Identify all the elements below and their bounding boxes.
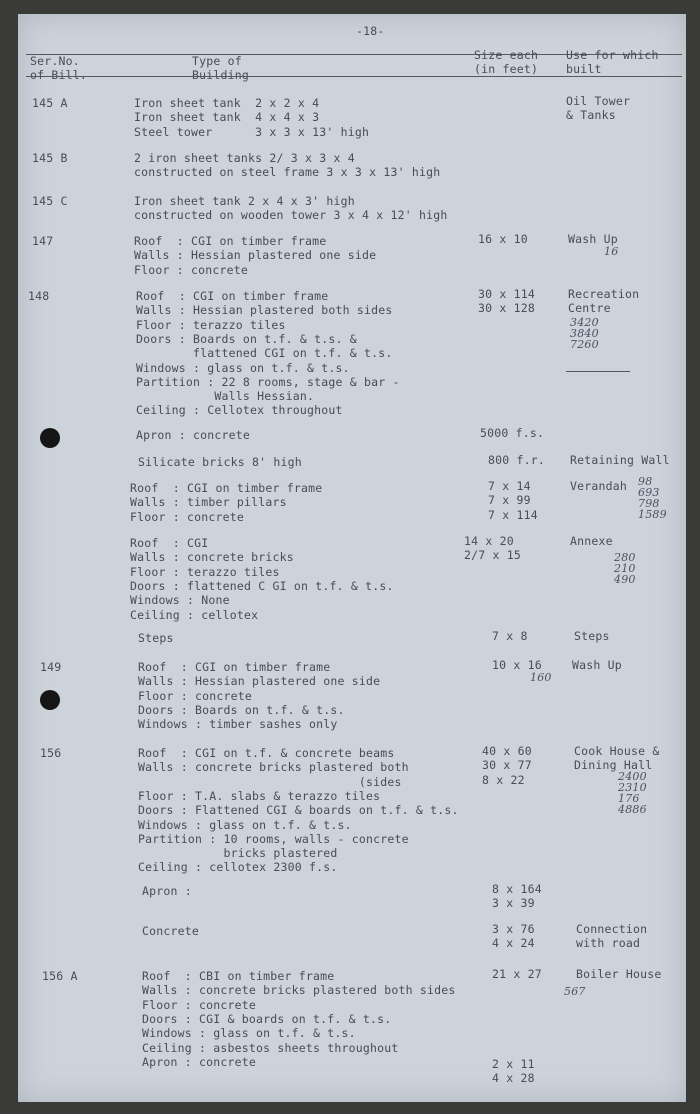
entry-ser-no: 149 bbox=[40, 660, 62, 674]
entry-description-line: Iron sheet tank 2 x 4 x 3' high bbox=[134, 194, 355, 208]
header-type: Type of Building bbox=[192, 54, 249, 82]
entry-description-line: Apron : concrete bbox=[142, 1054, 256, 1069]
entry-size: 800 f.r. bbox=[488, 453, 545, 467]
entry-description-line: Iron sheet tank 2 x 2 x 4 bbox=[134, 96, 320, 110]
entry-size: 30 x 114 30 x 128 bbox=[478, 287, 535, 316]
entry-description-line: bricks plastered bbox=[138, 846, 338, 861]
entry-use: Verandah bbox=[570, 479, 627, 493]
entry-use: Recreation Centre bbox=[568, 287, 640, 316]
entry-description-line: Walls : Hessian plastered both sides bbox=[136, 303, 393, 318]
sum-rule-recreation bbox=[566, 371, 630, 372]
entry-description-line: Floor : terazzo tiles bbox=[136, 317, 286, 332]
entry-description-line: Windows : glass on t.f. & t.s. bbox=[142, 1026, 356, 1041]
handwritten-note: 3420 3840 7260 bbox=[570, 316, 599, 351]
entry-description-line: Windows : None bbox=[130, 593, 230, 608]
entry-description-line: Floor : concrete bbox=[134, 262, 248, 277]
entry-description-line: Doors : Boards on t.f. & t.s. & bbox=[136, 331, 357, 346]
entry-description-line: Steps bbox=[138, 631, 174, 645]
entry-ser-no: 145 B bbox=[32, 151, 68, 165]
entry-size: 21 x 27 bbox=[492, 967, 542, 981]
entry-description-line: Doors : Boards on t.f. & t.s. bbox=[138, 702, 345, 717]
entry-description-line: Partition : 10 rooms, walls - concrete bbox=[138, 831, 409, 846]
entry-description-line: Doors : CGI & boards on t.f. & t.s. bbox=[142, 1011, 392, 1026]
entry-size: 10 x 16 bbox=[492, 658, 542, 672]
entry-description-line: Concrete bbox=[142, 924, 199, 938]
entry-use: Annexe bbox=[570, 534, 613, 548]
entry-description-line: Floor : concrete bbox=[130, 509, 244, 524]
entry-ser-no: 156 A bbox=[42, 969, 78, 983]
entry-size: 5000 f.s. bbox=[480, 426, 545, 440]
entry-description-line: Floor : concrete bbox=[138, 688, 252, 703]
entry-use: Oil Tower & Tanks bbox=[566, 94, 631, 123]
entry-size: 8 x 164 3 x 39 bbox=[492, 882, 542, 911]
handwritten-note: 160 bbox=[530, 671, 552, 684]
entry-description-line: Walls : Hessian plastered one side bbox=[138, 674, 381, 689]
entry-ser-no: 147 bbox=[32, 234, 54, 248]
entry-description-line: Ceiling : cellotex 2300 f.s. bbox=[138, 860, 338, 875]
entry-size: 3 x 76 4 x 24 bbox=[492, 922, 535, 951]
entry-description-line: Walls Hessian. bbox=[136, 389, 315, 404]
entry-description-line: Walls : concrete bricks plastered both bbox=[138, 760, 409, 775]
header-use: Use for which built bbox=[566, 48, 659, 76]
entry-description-line: Silicate bricks 8' high bbox=[138, 455, 302, 469]
entry-size: 40 x 60 30 x 77 8 x 22 bbox=[482, 744, 532, 787]
entry-description-line: Roof : CGI on timber frame bbox=[130, 481, 323, 495]
entry-description-line: Windows : timber sashes only bbox=[138, 717, 338, 732]
handwritten-note: 98 693 798 1589 bbox=[638, 475, 667, 521]
document-page bbox=[18, 14, 686, 1102]
entry-description-line: Roof : CGI on timber frame bbox=[138, 660, 331, 674]
entry-ser-no: 145 C bbox=[32, 194, 68, 208]
entry-description-line: Floor : concrete bbox=[142, 997, 256, 1012]
header-size: Size each (in feet) bbox=[474, 48, 539, 76]
entry-description-line: constructed on wooden tower 3 x 4 x 12' high bbox=[134, 208, 448, 223]
punch-hole bbox=[40, 690, 60, 710]
entry-description-line: Windows : glass on t.f. & t.s. bbox=[136, 360, 350, 375]
entry-description-line: Ceiling : asbestos sheets throughout bbox=[142, 1040, 399, 1055]
entry-description-line: Iron sheet tank 4 x 4 x 3 bbox=[134, 110, 320, 125]
entry-description-line: 2 iron sheet tanks 2/ 3 x 3 x 4 bbox=[134, 151, 355, 165]
entry-description-line: Roof : CGI on timber frame bbox=[134, 234, 327, 248]
entry-description-line: constructed on steel frame 3 x 3 x 13' high bbox=[134, 165, 441, 180]
entry-description-line: Roof : CBI on timber frame bbox=[142, 969, 335, 983]
entry-use: Wash Up bbox=[568, 232, 618, 246]
handwritten-note: 280 210 490 bbox=[614, 551, 636, 586]
entry-use: Boiler House bbox=[576, 967, 662, 981]
entry-description-line: Walls : concrete bricks bbox=[130, 550, 294, 565]
entry-description-line: Walls : concrete bricks plastered both sides bbox=[142, 983, 456, 998]
entry-description-line: Roof : CGI on t.f. & concrete beams bbox=[138, 746, 395, 760]
punch-hole bbox=[40, 428, 60, 448]
entry-description-line: (sides bbox=[138, 774, 402, 789]
entry-description-line: Apron : bbox=[142, 884, 192, 898]
handwritten-note: 2400 2310 176 4886 bbox=[618, 770, 647, 816]
entry-use: Connection with road bbox=[576, 922, 648, 951]
entry-description-line: Floor : T.A. slabs & terazzo tiles bbox=[138, 788, 381, 803]
entry-size: 7 x 8 bbox=[492, 629, 528, 643]
entry-ser-no: 145 A bbox=[32, 96, 68, 110]
entry-use: Wash Up bbox=[572, 658, 622, 672]
entry-description-line: Windows : glass on t.f. & t.s. bbox=[138, 817, 352, 832]
entry-size: 2 x 11 4 x 28 bbox=[492, 1057, 535, 1086]
page-number: -18- bbox=[356, 24, 385, 38]
entry-description-line: Ceiling : cellotex bbox=[130, 607, 259, 622]
entry-ser-no: 156 bbox=[40, 746, 62, 760]
entry-description-line: Walls : timber pillars bbox=[130, 495, 287, 510]
entry-size: 14 x 20 2/7 x 15 bbox=[464, 534, 521, 563]
entry-description-line: Walls : Hessian plastered one side bbox=[134, 248, 377, 263]
entry-description-line: Apron : concrete bbox=[136, 428, 250, 442]
entry-size: 16 x 10 bbox=[478, 232, 528, 246]
entry-description-line: Partition : 22 8 rooms, stage & bar - bbox=[136, 374, 400, 389]
header-bottom-rule bbox=[26, 76, 682, 77]
entry-use: Cook House & Dining Hall bbox=[574, 744, 660, 773]
entry-description-line: Roof : CGI bbox=[130, 536, 209, 550]
entry-description-line: Doors : flattened C GI on t.f. & t.s. bbox=[130, 578, 394, 593]
entry-description-line: Ceiling : Cellotex throughout bbox=[136, 403, 343, 418]
entry-description-line: Roof : CGI on timber frame bbox=[136, 289, 329, 303]
entry-use: Steps bbox=[574, 629, 610, 643]
entry-description-line: Doors : Flattened CGI & boards on t.f. & t.s. bbox=[138, 803, 459, 818]
entry-use: Retaining Wall bbox=[570, 453, 670, 467]
handwritten-note: 16 bbox=[604, 245, 619, 258]
header-ser-no: Ser.No. of Bill. bbox=[30, 54, 87, 82]
entry-size: 7 x 14 7 x 99 7 x 114 bbox=[488, 479, 538, 522]
entry-description-line: Steel tower 3 x 3 x 13' high bbox=[134, 124, 370, 139]
entry-description-line: flattened CGI on t.f. & t.s. bbox=[136, 346, 393, 361]
handwritten-note: 567 bbox=[564, 985, 586, 998]
entry-ser-no: 148 bbox=[28, 289, 50, 303]
entry-description-line: Floor : terazzo tiles bbox=[130, 564, 280, 579]
